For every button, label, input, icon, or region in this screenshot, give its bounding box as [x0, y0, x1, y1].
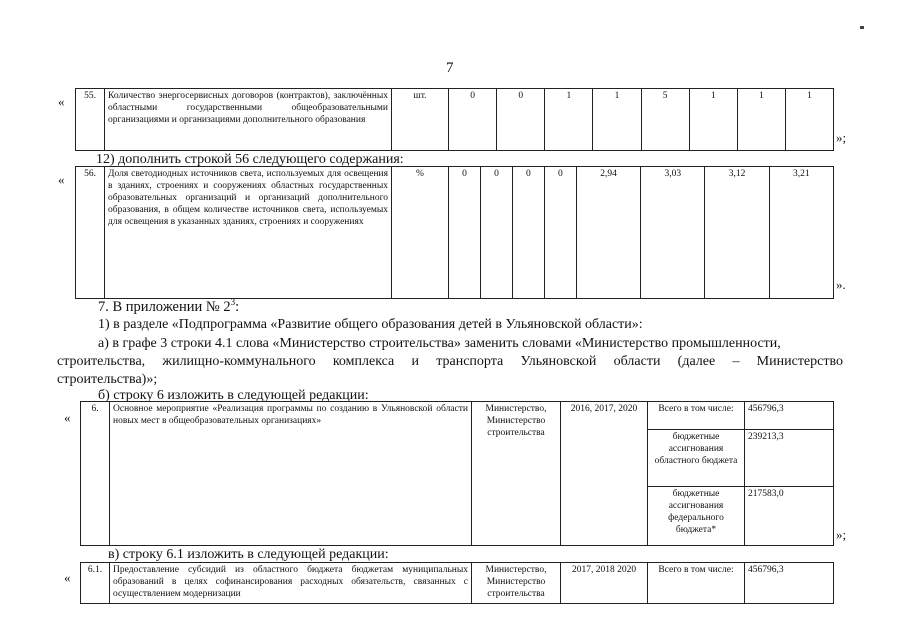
- activity-text: Основное мероприятие «Реализация программы по созданию в Ульяновской области новых мест в общеобразовательных организациях»: [110, 402, 472, 546]
- value-cell: 0: [512, 167, 544, 299]
- value-cell: 1: [593, 89, 641, 151]
- close-quote: ».: [836, 277, 846, 292]
- open-quote: «: [58, 94, 65, 109]
- source-label: Всего в том числе:: [648, 563, 745, 604]
- value-cell: 5: [641, 89, 689, 151]
- source-value: 217583,0: [745, 487, 834, 546]
- source-value: 456796,3: [745, 563, 834, 604]
- value-cell: 1: [545, 89, 593, 151]
- paragraph-item-a-cont: строительства, жилищно-коммунального комплекса и транспорта Ульяновской области (далее – Министерство: [57, 354, 843, 369]
- executor-cell: Министерство, Министерство строительства: [472, 563, 561, 604]
- activity-text: Предоставление субсидий из областного бюджета бюджетам муниципальных образований в целях софинансирования расходных обязательств, связанных с осуществлением модернизации: [110, 563, 472, 604]
- paragraph-item-v: в) строку 6.1 изложить в следующей редакции:: [108, 547, 389, 562]
- scan-speck: [860, 26, 864, 29]
- paragraph-item-a-end: строительства)»;: [57, 372, 158, 387]
- table-row-56: [75, 166, 834, 299]
- source-label: Всего в том числе:: [648, 402, 745, 430]
- indicator-text: Количество энергосервисных договоров (контрактов), заключённых областными государственными общеобразовательными организациями и организациями дополнительного образования: [105, 89, 392, 151]
- value-cell: 1: [737, 89, 785, 151]
- value-cell: 0: [544, 167, 576, 299]
- value-cell: 1: [689, 89, 737, 151]
- value-cell: 0: [497, 89, 545, 151]
- value-cell: 0: [449, 89, 497, 151]
- open-quote: «: [58, 172, 65, 187]
- paragraph-12: 12) дополнить строкой 56 следующего содержания:: [96, 152, 404, 167]
- row-number: 55.: [76, 89, 105, 151]
- table-row-55: [75, 88, 834, 151]
- section-heading: 7. В приложении № $2^3$:: [98, 297, 240, 315]
- value-cell: 1: [785, 89, 833, 151]
- source-value: 239213,3: [745, 430, 834, 487]
- value-cell: 3,12: [705, 167, 769, 299]
- paragraph-item-b: б) строку 6 изложить в следующей редакции:: [98, 388, 369, 403]
- source-label: бюджетные ассигнования федерального бюджета*: [648, 487, 745, 546]
- open-quote: «: [64, 570, 71, 585]
- unit-cell: %: [392, 167, 449, 299]
- table-row-6-1: [80, 562, 834, 604]
- row-number: 56.: [76, 167, 105, 299]
- row-number: 6.1.: [81, 563, 110, 604]
- paragraph-item-1: 1) в разделе «Подпрограмма «Развитие общего образования детей в Ульяновской области»:: [98, 317, 643, 332]
- table-row-6: [80, 401, 834, 546]
- years-cell: 2016, 2017, 2020: [561, 402, 648, 546]
- executor-cell: Министерство, Министерство строительства: [472, 402, 561, 546]
- close-quote: »;: [836, 527, 847, 542]
- unit-cell: шт.: [392, 89, 449, 151]
- source-value: 456796,3: [745, 402, 834, 430]
- value-cell: 0: [449, 167, 481, 299]
- value-cell: 0: [480, 167, 512, 299]
- source-label: бюджетные ассигнования областного бюджета: [648, 430, 745, 487]
- paragraph-item-a: а) в графе 3 строки 4.1 слова «Министерство строительства» заменить словами «Министерство промышленности,: [98, 336, 781, 351]
- value-cell: 3,03: [641, 167, 705, 299]
- page-number: 7: [446, 60, 454, 76]
- indicator-text: Доля светодиодных источников света, используемых для освещения в зданиях, строениях и сооружениях областных государственных образовательных организаций и организаций дополнительного образования, в общем количестве источников света, используемых для освещения в указанных зданиях, строениях и сооружениях: [105, 167, 392, 299]
- value-cell: 3,21: [769, 167, 833, 299]
- value-cell: 2,94: [576, 167, 640, 299]
- open-quote: «: [64, 410, 71, 425]
- row-number: 6.: [81, 402, 110, 546]
- close-quote: »;: [836, 130, 847, 145]
- years-cell: 2017, 2018 2020: [561, 563, 648, 604]
